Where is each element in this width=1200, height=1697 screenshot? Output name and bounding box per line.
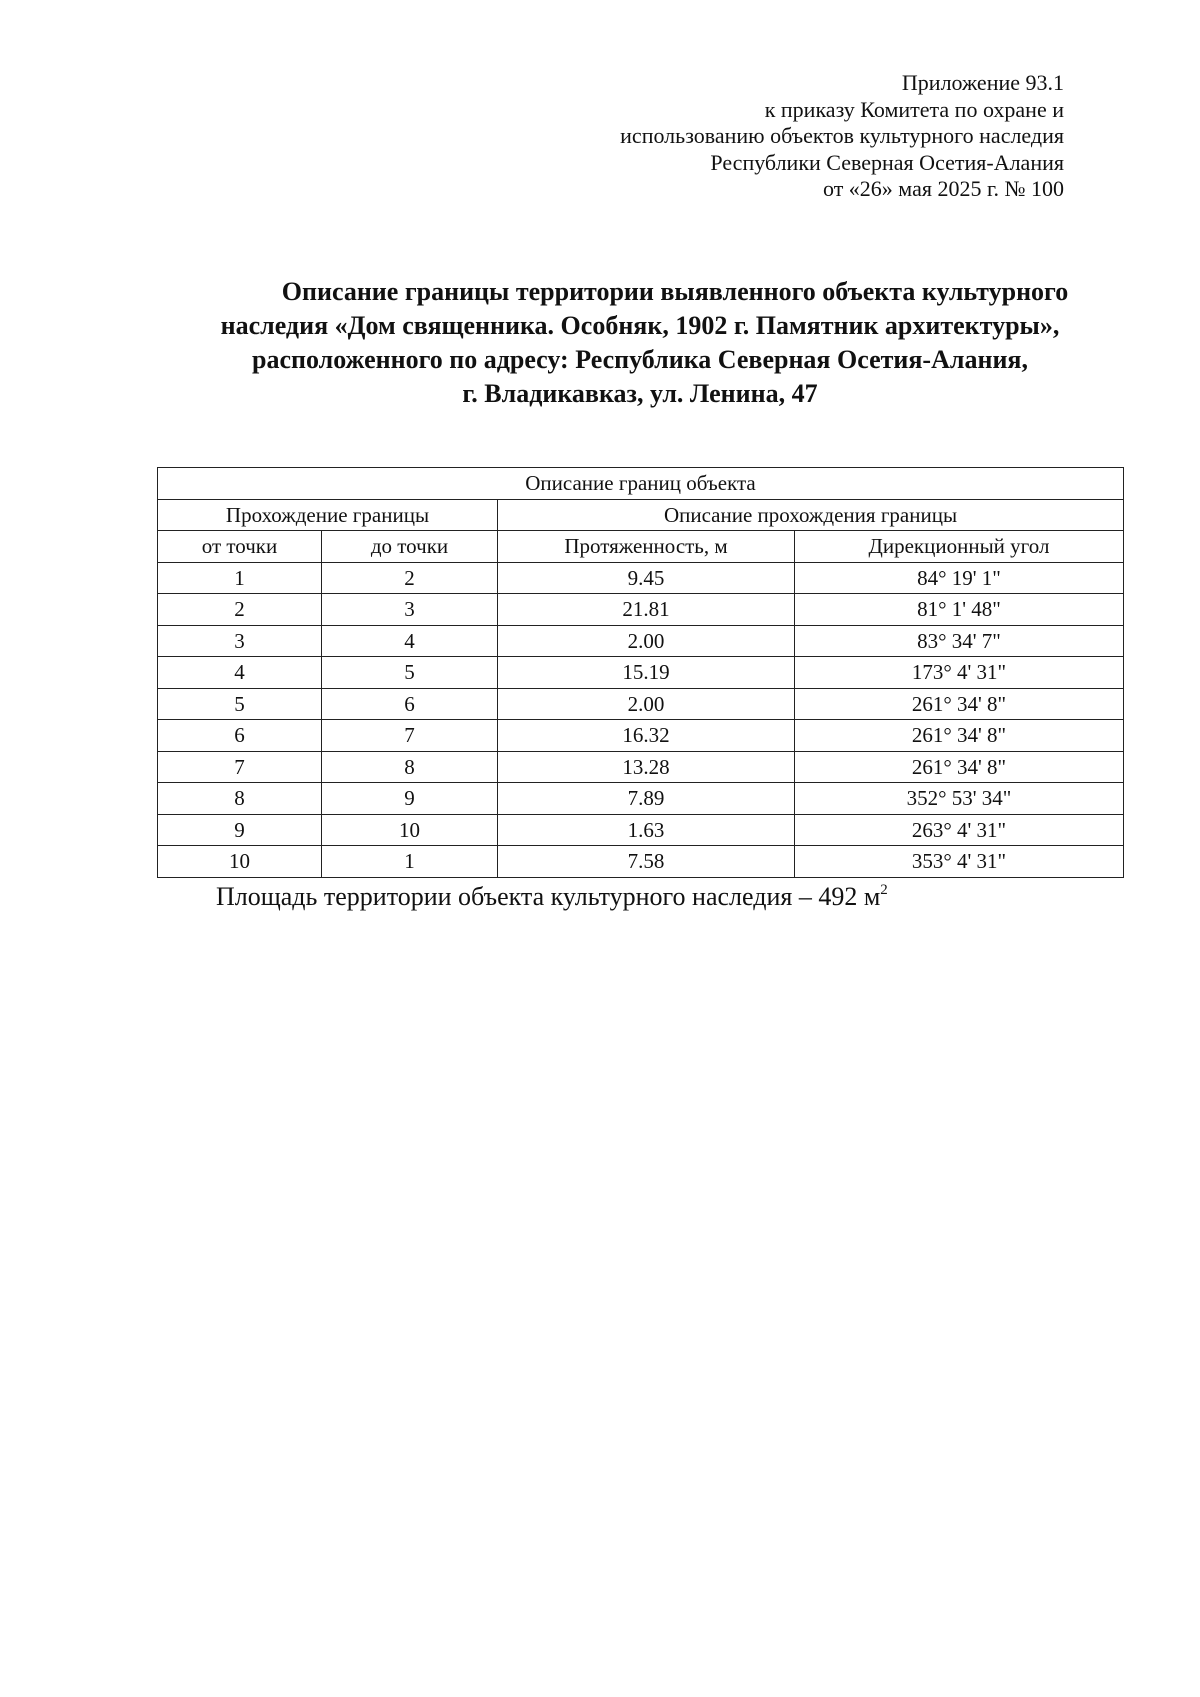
cell-to-point: 2 bbox=[322, 562, 498, 594]
table-row bbox=[158, 625, 1124, 657]
title-line: наследия «Дом священника. Особняк, 1902 г. Памятник архитектуры», bbox=[220, 311, 1060, 340]
cell-to-point: 4 bbox=[322, 625, 498, 657]
cell-to-point: 10 bbox=[322, 814, 498, 846]
cell-to-point: 1 bbox=[322, 846, 498, 878]
cell-length: 1.63 bbox=[498, 814, 795, 846]
appendix-line: к приказу Комитета по охране и bbox=[764, 96, 1064, 122]
column-header-length: Протяженность, м bbox=[498, 531, 795, 563]
cell-from-point: 7 bbox=[158, 751, 322, 783]
cell-from-point: 6 bbox=[158, 720, 322, 752]
cell-from-point: 8 bbox=[158, 783, 322, 815]
table-row bbox=[158, 594, 1124, 626]
appendix-line: от «26» мая 2025 г. № 100 bbox=[822, 176, 1064, 201]
cell-length: 15.19 bbox=[498, 657, 795, 689]
cell-angle: 84° 19' 1" bbox=[795, 562, 1124, 594]
cell-to-point: 7 bbox=[322, 720, 498, 752]
table-caption: Описание границ объекта bbox=[158, 468, 1124, 500]
cell-to-point: 6 bbox=[322, 688, 498, 720]
cell-length: 7.58 bbox=[498, 846, 795, 878]
table-body bbox=[158, 562, 1124, 877]
cell-angle: 352° 53' 34" bbox=[795, 783, 1124, 815]
appendix-header bbox=[620, 70, 1064, 203]
cell-from-point: 3 bbox=[158, 625, 322, 657]
cell-length: 7.89 bbox=[498, 783, 795, 815]
cell-from-point: 9 bbox=[158, 814, 322, 846]
cell-from-point: 2 bbox=[158, 594, 322, 626]
column-header-angle: Дирекционный угол bbox=[795, 531, 1124, 563]
cell-from-point: 4 bbox=[158, 657, 322, 689]
table-row bbox=[158, 751, 1124, 783]
title-line: г. Владикавказ, ул. Ленина, 47 bbox=[462, 379, 818, 408]
title-line: Описание границы территории выявленного объекта культурного bbox=[281, 277, 1069, 306]
cell-angle: 261° 34' 8" bbox=[795, 751, 1124, 783]
cell-angle: 353° 4' 31" bbox=[795, 846, 1124, 878]
cell-angle: 261° 34' 8" bbox=[795, 720, 1124, 752]
document-title bbox=[170, 275, 1110, 411]
cell-angle: 261° 34' 8" bbox=[795, 688, 1124, 720]
area-text: Площадь территории объекта культурного наследия – 492 м bbox=[216, 882, 881, 911]
group-header-description: Описание прохождения границы bbox=[498, 499, 1124, 531]
cell-from-point: 1 bbox=[158, 562, 322, 594]
cell-length: 13.28 bbox=[498, 751, 795, 783]
table-row bbox=[158, 814, 1124, 846]
table-row bbox=[158, 562, 1124, 594]
cell-angle: 81° 1' 48" bbox=[795, 594, 1124, 626]
boundary-table bbox=[157, 467, 1124, 878]
cell-length: 16.32 bbox=[498, 720, 795, 752]
table-row bbox=[158, 688, 1124, 720]
cell-length: 9.45 bbox=[498, 562, 795, 594]
appendix-line: Приложение 93.1 bbox=[901, 70, 1064, 95]
table-row bbox=[158, 783, 1124, 815]
cell-from-point: 5 bbox=[158, 688, 322, 720]
cell-length: 21.81 bbox=[498, 594, 795, 626]
title-line: расположенного по адресу: Республика Северная Осетия-Алания, bbox=[251, 345, 1028, 374]
column-header-from: от точки bbox=[158, 531, 322, 563]
appendix-line: Республики Северная Осетия-Алания bbox=[710, 149, 1064, 175]
cell-angle: 263° 4' 31" bbox=[795, 814, 1124, 846]
appendix-line: использованию объектов культурного наследия bbox=[620, 123, 1064, 148]
cell-to-point: 3 bbox=[322, 594, 498, 626]
cell-length: 2.00 bbox=[498, 625, 795, 657]
cell-to-point: 5 bbox=[322, 657, 498, 689]
area-superscript: 2 bbox=[880, 882, 888, 898]
group-header-passage: Прохождение границы bbox=[158, 499, 498, 531]
cell-angle: 173° 4' 31" bbox=[795, 657, 1124, 689]
table-row bbox=[158, 846, 1124, 878]
table-row bbox=[158, 720, 1124, 752]
cell-to-point: 8 bbox=[322, 751, 498, 783]
cell-angle: 83° 34' 7" bbox=[795, 625, 1124, 657]
cell-from-point: 10 bbox=[158, 846, 322, 878]
cell-length: 2.00 bbox=[498, 688, 795, 720]
area-statement bbox=[216, 882, 888, 912]
table-row bbox=[158, 657, 1124, 689]
cell-to-point: 9 bbox=[322, 783, 498, 815]
column-header-to: до точки bbox=[322, 531, 498, 563]
